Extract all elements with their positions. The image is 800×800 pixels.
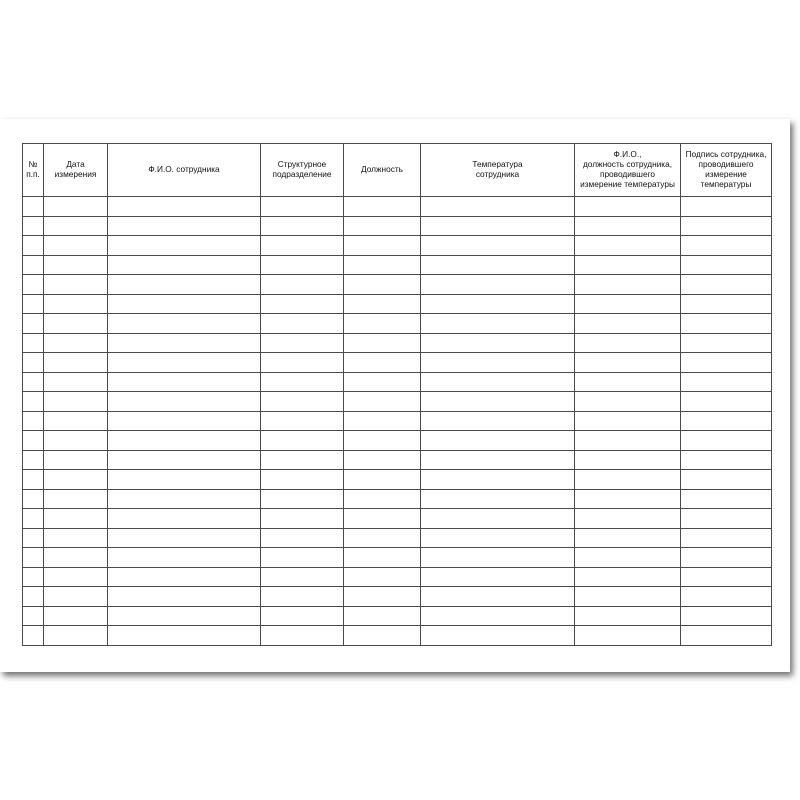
table-cell [344, 509, 421, 529]
table-row [23, 548, 772, 568]
table-cell [344, 431, 421, 451]
table-cell [344, 450, 421, 470]
table-cell [344, 255, 421, 275]
table-cell [344, 353, 421, 373]
table-cell [23, 333, 44, 353]
table-cell [421, 528, 575, 548]
table-cell [261, 372, 344, 392]
table-cell [421, 548, 575, 568]
table-cell [44, 548, 108, 568]
table-cell [421, 333, 575, 353]
table-cell [681, 372, 772, 392]
table-cell [108, 372, 261, 392]
table-cell [344, 372, 421, 392]
table-cell [261, 489, 344, 509]
table-cell [344, 197, 421, 217]
table-cell [23, 587, 44, 607]
table-cell [108, 236, 261, 256]
table-row [23, 567, 772, 587]
table-row [23, 294, 772, 314]
table-row [23, 509, 772, 529]
table-cell [681, 197, 772, 217]
table-cell [23, 197, 44, 217]
table-cell [344, 294, 421, 314]
table-cell [575, 450, 681, 470]
table-cell [108, 392, 261, 412]
table-cell [261, 216, 344, 236]
table-cell [108, 411, 261, 431]
table-cell [44, 392, 108, 412]
table-cell [44, 197, 108, 217]
table-cell [23, 372, 44, 392]
column-header-measurer: Ф.И.О., должность сотрудника, проводившего измерение температуры [575, 144, 681, 197]
table-cell [421, 450, 575, 470]
table-cell [681, 411, 772, 431]
table-cell [23, 314, 44, 334]
column-header-date: Дата измерения [44, 144, 108, 197]
table-row [23, 606, 772, 626]
table-cell [23, 216, 44, 236]
table-row [23, 372, 772, 392]
table-cell [681, 353, 772, 373]
table-cell [681, 450, 772, 470]
table-row [23, 411, 772, 431]
table-cell [23, 353, 44, 373]
table-cell [575, 353, 681, 373]
table-cell [575, 236, 681, 256]
table-cell [23, 392, 44, 412]
table-cell [23, 275, 44, 295]
table-cell [421, 236, 575, 256]
table-cell [575, 372, 681, 392]
table-cell [575, 197, 681, 217]
table-cell [108, 431, 261, 451]
table-cell [344, 236, 421, 256]
table-cell [344, 548, 421, 568]
table-row [23, 587, 772, 607]
table-cell [681, 528, 772, 548]
column-header-department: Структурное подразделение [261, 144, 344, 197]
table-cell [23, 528, 44, 548]
table-cell [344, 528, 421, 548]
table-cell [681, 216, 772, 236]
table-cell [261, 294, 344, 314]
table-row [23, 450, 772, 470]
table-row [23, 314, 772, 334]
table-cell [108, 509, 261, 529]
table-cell [421, 489, 575, 509]
table-cell [261, 626, 344, 646]
table-cell [575, 255, 681, 275]
table-cell [575, 587, 681, 607]
table-cell [344, 626, 421, 646]
table-cell [681, 314, 772, 334]
table-header-row [23, 144, 772, 197]
table-cell [681, 470, 772, 490]
table-cell [23, 236, 44, 256]
table-cell [421, 606, 575, 626]
table-cell [44, 333, 108, 353]
table-cell [421, 255, 575, 275]
table-cell [575, 294, 681, 314]
table-cell [421, 567, 575, 587]
table-cell [44, 528, 108, 548]
table-cell [108, 606, 261, 626]
table-row [23, 353, 772, 373]
table-cell [44, 255, 108, 275]
table-cell [261, 567, 344, 587]
table-cell [575, 411, 681, 431]
table-cell [344, 567, 421, 587]
table-cell [421, 314, 575, 334]
table-cell [575, 470, 681, 490]
table-row [23, 333, 772, 353]
table-cell [575, 509, 681, 529]
table-cell [44, 489, 108, 509]
table-cell [44, 431, 108, 451]
table-cell [421, 275, 575, 295]
table-cell [23, 450, 44, 470]
table-cell [108, 626, 261, 646]
table-cell [261, 470, 344, 490]
table-cell [681, 294, 772, 314]
table-cell [23, 411, 44, 431]
table-cell [575, 606, 681, 626]
table-cell [108, 528, 261, 548]
table-cell [681, 489, 772, 509]
table-cell [421, 294, 575, 314]
table-cell [261, 236, 344, 256]
table-cell [108, 548, 261, 568]
table-cell [108, 587, 261, 607]
table-row [23, 489, 772, 509]
table-cell [421, 372, 575, 392]
table-cell [261, 197, 344, 217]
table-row [23, 236, 772, 256]
table-cell [681, 606, 772, 626]
table-cell [421, 626, 575, 646]
table-cell [575, 392, 681, 412]
table-cell [575, 216, 681, 236]
table-cell [44, 314, 108, 334]
table-row [23, 431, 772, 451]
table-cell [575, 548, 681, 568]
table-cell [108, 216, 261, 236]
table-cell [44, 567, 108, 587]
table-cell [681, 587, 772, 607]
table-cell [44, 353, 108, 373]
table-cell [344, 216, 421, 236]
column-header-employee-name: Ф.И.О. сотрудника [108, 144, 261, 197]
table-cell [575, 314, 681, 334]
table-cell [681, 509, 772, 529]
table-cell [44, 470, 108, 490]
table-cell [575, 275, 681, 295]
table-cell [261, 587, 344, 607]
table-cell [421, 587, 575, 607]
table-cell [23, 606, 44, 626]
table-cell [44, 450, 108, 470]
journal-sheet [0, 119, 790, 672]
table-cell [108, 489, 261, 509]
table-cell [681, 275, 772, 295]
table-cell [261, 275, 344, 295]
table-cell [575, 431, 681, 451]
table-cell [681, 567, 772, 587]
table-cell [344, 587, 421, 607]
table-cell [23, 255, 44, 275]
table-cell [344, 333, 421, 353]
table-cell [23, 567, 44, 587]
table-cell [575, 567, 681, 587]
table-cell [23, 294, 44, 314]
table-cell [23, 509, 44, 529]
table-cell [421, 470, 575, 490]
table-cell [421, 431, 575, 451]
table-cell [261, 431, 344, 451]
table-cell [108, 567, 261, 587]
table-body [23, 197, 772, 646]
table-cell [421, 509, 575, 529]
table-cell [261, 509, 344, 529]
table-cell [344, 275, 421, 295]
table-cell [421, 353, 575, 373]
table-cell [261, 528, 344, 548]
table-cell [261, 392, 344, 412]
table-cell [575, 333, 681, 353]
table-cell [23, 489, 44, 509]
table-cell [261, 333, 344, 353]
table-cell [681, 255, 772, 275]
table-cell [108, 255, 261, 275]
table-cell [44, 587, 108, 607]
table-cell [681, 333, 772, 353]
table-cell [44, 372, 108, 392]
table-cell [23, 470, 44, 490]
table-row [23, 392, 772, 412]
table-cell [575, 528, 681, 548]
table-cell [108, 353, 261, 373]
column-header-signature: Подпись сотрудника, проводившего измерение температуры [681, 144, 772, 197]
table-cell [344, 489, 421, 509]
table-cell [44, 294, 108, 314]
table-cell [344, 470, 421, 490]
table-cell [23, 626, 44, 646]
table-cell [44, 216, 108, 236]
table-cell [681, 236, 772, 256]
table-row [23, 470, 772, 490]
table-cell [261, 411, 344, 431]
table-cell [108, 470, 261, 490]
table-cell [344, 411, 421, 431]
table-cell [261, 606, 344, 626]
table-cell [108, 333, 261, 353]
table-row [23, 626, 772, 646]
table-cell [44, 236, 108, 256]
table-cell [108, 314, 261, 334]
table-cell [421, 392, 575, 412]
table-cell [108, 275, 261, 295]
table-cell [261, 450, 344, 470]
table-cell [421, 197, 575, 217]
table-cell [421, 216, 575, 236]
table-cell [575, 489, 681, 509]
table-cell [261, 314, 344, 334]
table-cell [261, 548, 344, 568]
table-cell [44, 411, 108, 431]
table-cell [23, 431, 44, 451]
table-cell [575, 626, 681, 646]
table-cell [681, 431, 772, 451]
table-cell [108, 294, 261, 314]
table-cell [681, 626, 772, 646]
column-header-number: № п.п. [23, 144, 44, 197]
column-header-temperature: Температура сотрудника [421, 144, 575, 197]
table-cell [44, 509, 108, 529]
table-cell [344, 392, 421, 412]
table-cell [681, 548, 772, 568]
table-cell [44, 606, 108, 626]
table-row [23, 528, 772, 548]
table-row [23, 216, 772, 236]
table-row [23, 197, 772, 217]
table-cell [681, 392, 772, 412]
table-cell [421, 411, 575, 431]
table-cell [261, 353, 344, 373]
table-cell [344, 606, 421, 626]
table-cell [44, 626, 108, 646]
table-row [23, 275, 772, 295]
temperature-log-table [22, 143, 772, 646]
table-cell [108, 197, 261, 217]
table-cell [261, 255, 344, 275]
table-cell [23, 548, 44, 568]
column-header-position: Должность [344, 144, 421, 197]
table-cell [344, 314, 421, 334]
table-cell [44, 275, 108, 295]
table-row [23, 255, 772, 275]
table-cell [108, 450, 261, 470]
